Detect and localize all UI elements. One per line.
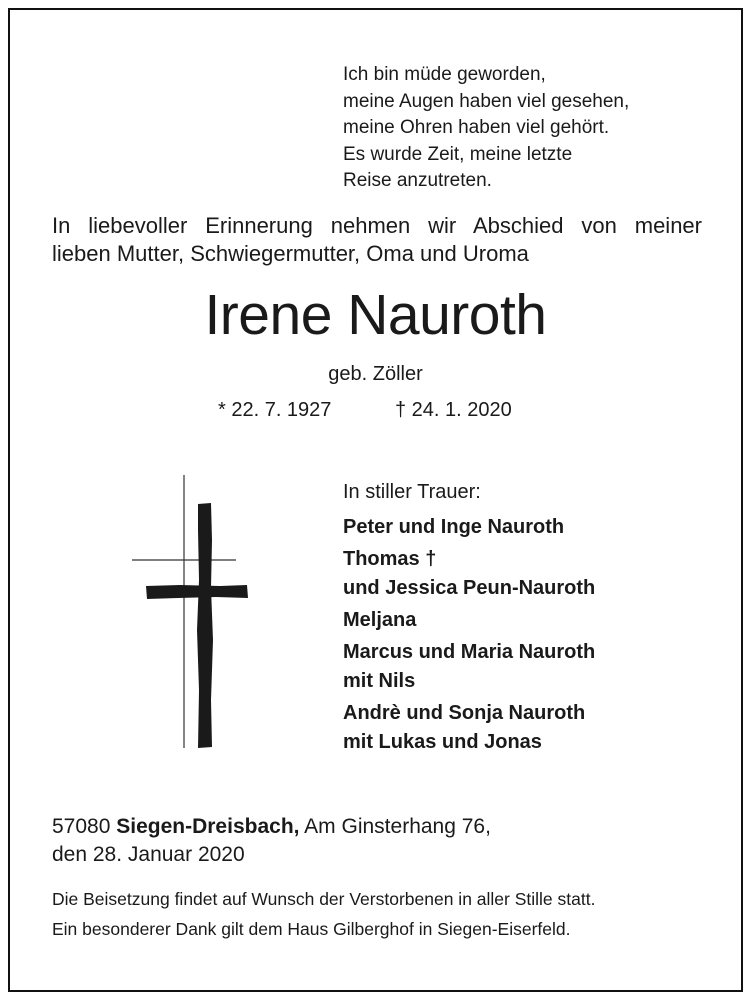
burial-note: Die Beisetzung findet auf Wunsch der Verstorbenen in aller Stille statt. — [52, 889, 596, 909]
date-line: den 28. Januar 2020 — [52, 843, 245, 866]
mourner-line: und Jessica Peun-Nauroth — [343, 577, 596, 599]
mourner-line: Thomas † — [343, 548, 437, 570]
mourner-line: mit Nils — [343, 670, 416, 692]
mourner-line: Meljana — [343, 609, 417, 631]
mourners-list — [343, 513, 595, 760]
list-item — [343, 545, 595, 603]
address-line — [52, 813, 491, 841]
poem-line: Es wurde Zeit, meine letzte — [343, 143, 573, 165]
cross-icon — [120, 470, 260, 755]
maiden-name: geb. Zöller — [328, 363, 423, 385]
postal-code: 57080 — [52, 815, 111, 838]
list-item — [343, 606, 595, 635]
poem — [343, 62, 629, 195]
mourner-line: Peter und Inge Nauroth — [343, 516, 565, 538]
poem-line: meine Ohren haben viel gehört. — [343, 117, 610, 138]
mourning-heading: In stiller Trauer: — [343, 481, 481, 503]
intro-line: In liebevoller Erinnerung nehmen wir Abschied von meiner — [52, 213, 702, 238]
city: Siegen-Dreisbach, — [116, 815, 300, 838]
list-item — [343, 513, 595, 542]
intro-line: lieben Mutter, Schwiegermutter, Oma und Uroma — [52, 241, 529, 266]
poem-line: meine Augen haben viel gesehen, — [343, 90, 630, 112]
list-item — [343, 699, 595, 757]
poem-line: Reise anzutreten. — [343, 170, 492, 191]
intro-text — [52, 212, 702, 268]
poem-line: Ich bin müde geworden, — [343, 64, 546, 85]
mourner-line: Andrè und Sonja Nauroth — [343, 702, 586, 724]
list-item — [343, 638, 595, 696]
death-date: † 24. 1. 2020 — [395, 399, 512, 421]
street: Am Ginsterhang 76, — [304, 815, 491, 838]
deceased-name: Irene Nauroth — [204, 283, 547, 347]
birth-date: * 22. 7. 1927 — [218, 399, 332, 421]
address-block — [52, 813, 491, 869]
notes — [52, 884, 595, 944]
mourner-line: mit Lukas und Jonas — [343, 731, 542, 753]
thanks-note: Ein besonderer Dank gilt dem Haus Gilberghof in Siegen-Eiserfeld. — [52, 919, 571, 939]
mourner-line: Marcus und Maria Nauroth — [343, 641, 596, 663]
